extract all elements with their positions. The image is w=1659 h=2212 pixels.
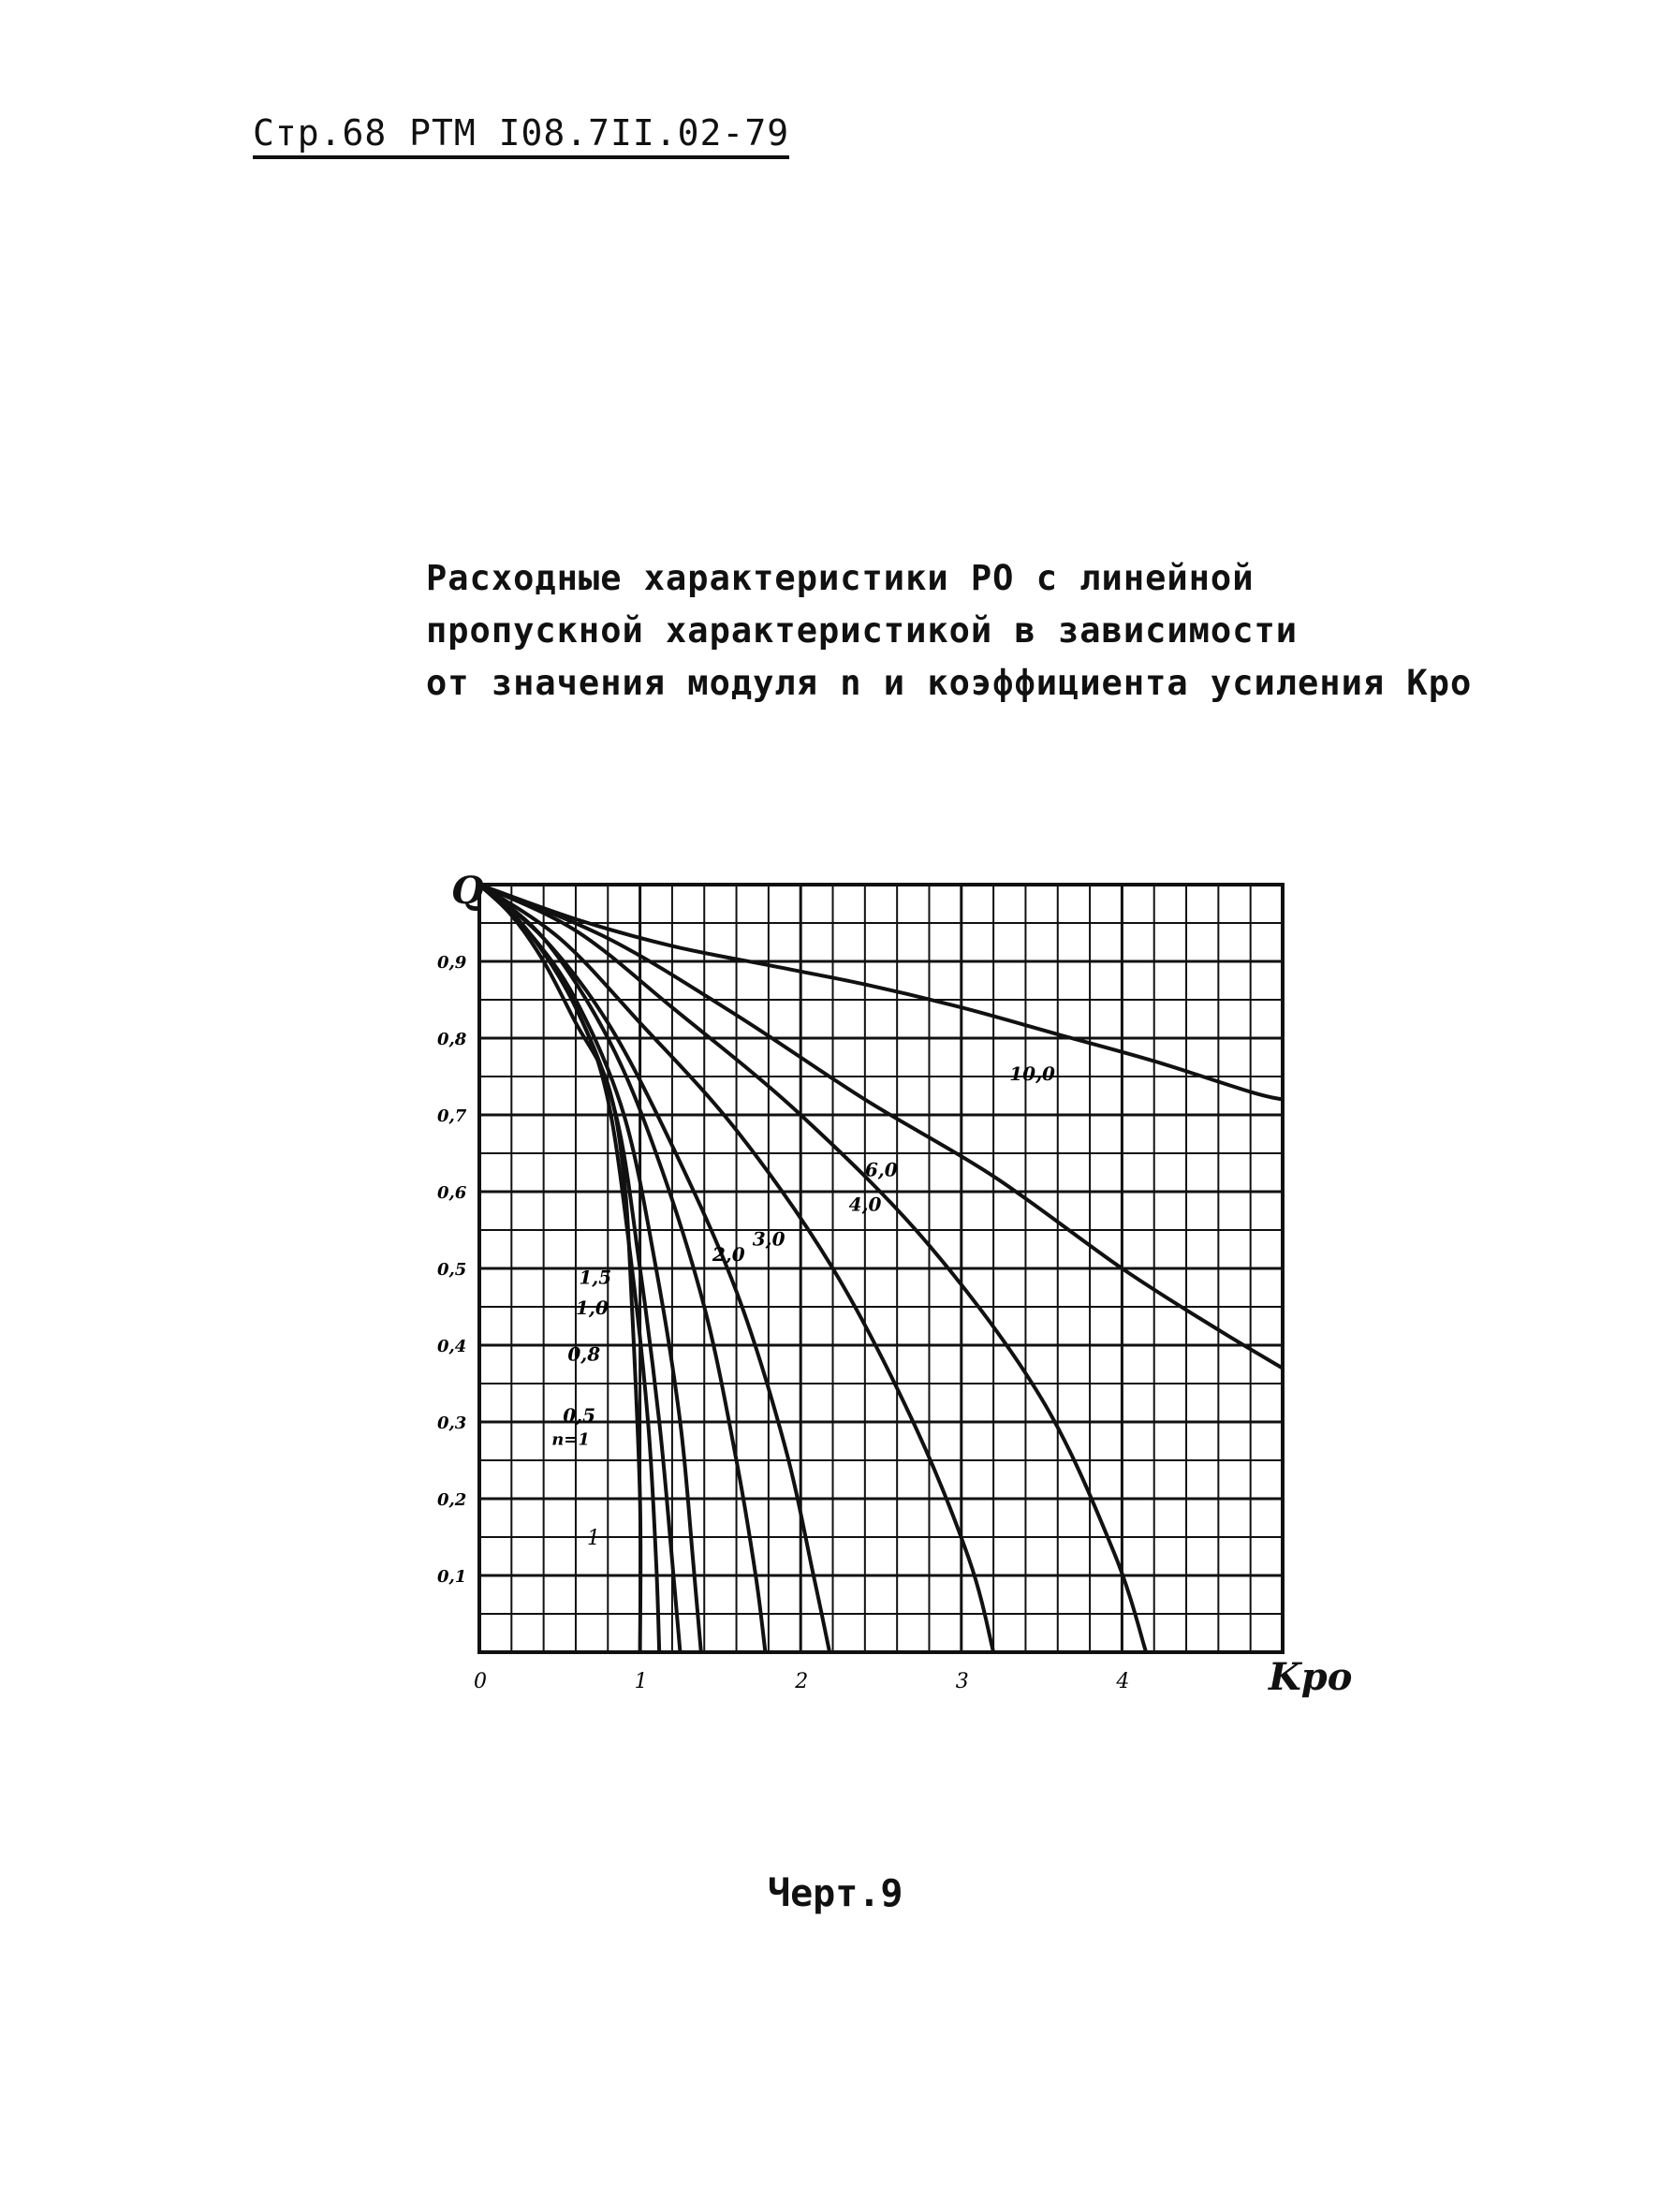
caption-line-2: пропускной характеристикой в зависимости [426, 610, 1299, 651]
x-tick-label: 4 [1116, 1670, 1130, 1693]
x-tick-label: 2 [795, 1670, 809, 1693]
series-label: n=1 [551, 1429, 590, 1450]
series-label: 1,0 [575, 1296, 609, 1320]
figure-number: Черт.9 [768, 1872, 903, 1915]
y-tick-label: 0,2 [437, 1490, 467, 1510]
y-tick-label: 0,5 [437, 1260, 467, 1280]
series-label: 10,0 [1009, 1062, 1055, 1086]
y-tick-label: 0,9 [437, 953, 467, 973]
y-tick-label: 0,8 [437, 1030, 467, 1049]
x-tick-label: 0 [474, 1670, 487, 1693]
x-tick-label: 1 [634, 1670, 648, 1693]
series-label: 0,5 [563, 1404, 596, 1427]
caption-line-3: от значения модуля n и коэффициента усиления Kро [426, 663, 1473, 703]
series-label: 2,0 [712, 1242, 745, 1266]
x-axis-label: Kро [1269, 1655, 1353, 1699]
y-tick-label: 0,1 [437, 1567, 467, 1587]
y-tick-label: 0,3 [437, 1414, 467, 1433]
y-axis-label: Q [451, 869, 484, 913]
y-tick-label: 0,7 [437, 1106, 467, 1126]
y-tick-label: 0,6 [437, 1183, 467, 1203]
page-header: Стр.68 РТМ I08.7II.02-79 [253, 112, 789, 159]
series-label: 1,5 [579, 1266, 612, 1289]
series-line [479, 885, 1283, 1369]
series-label: 4,0 [848, 1193, 882, 1216]
x-tick-label: 3 [955, 1670, 969, 1693]
y-tick-label: 0,4 [437, 1337, 467, 1356]
series-label: 1 [586, 1527, 600, 1551]
series-label: 3,0 [752, 1227, 785, 1251]
series-label: 0,8 [567, 1342, 601, 1366]
caption-line-1: Расходные характеристики РО с линейной [426, 558, 1255, 598]
series-label: 6,0 [864, 1158, 898, 1181]
